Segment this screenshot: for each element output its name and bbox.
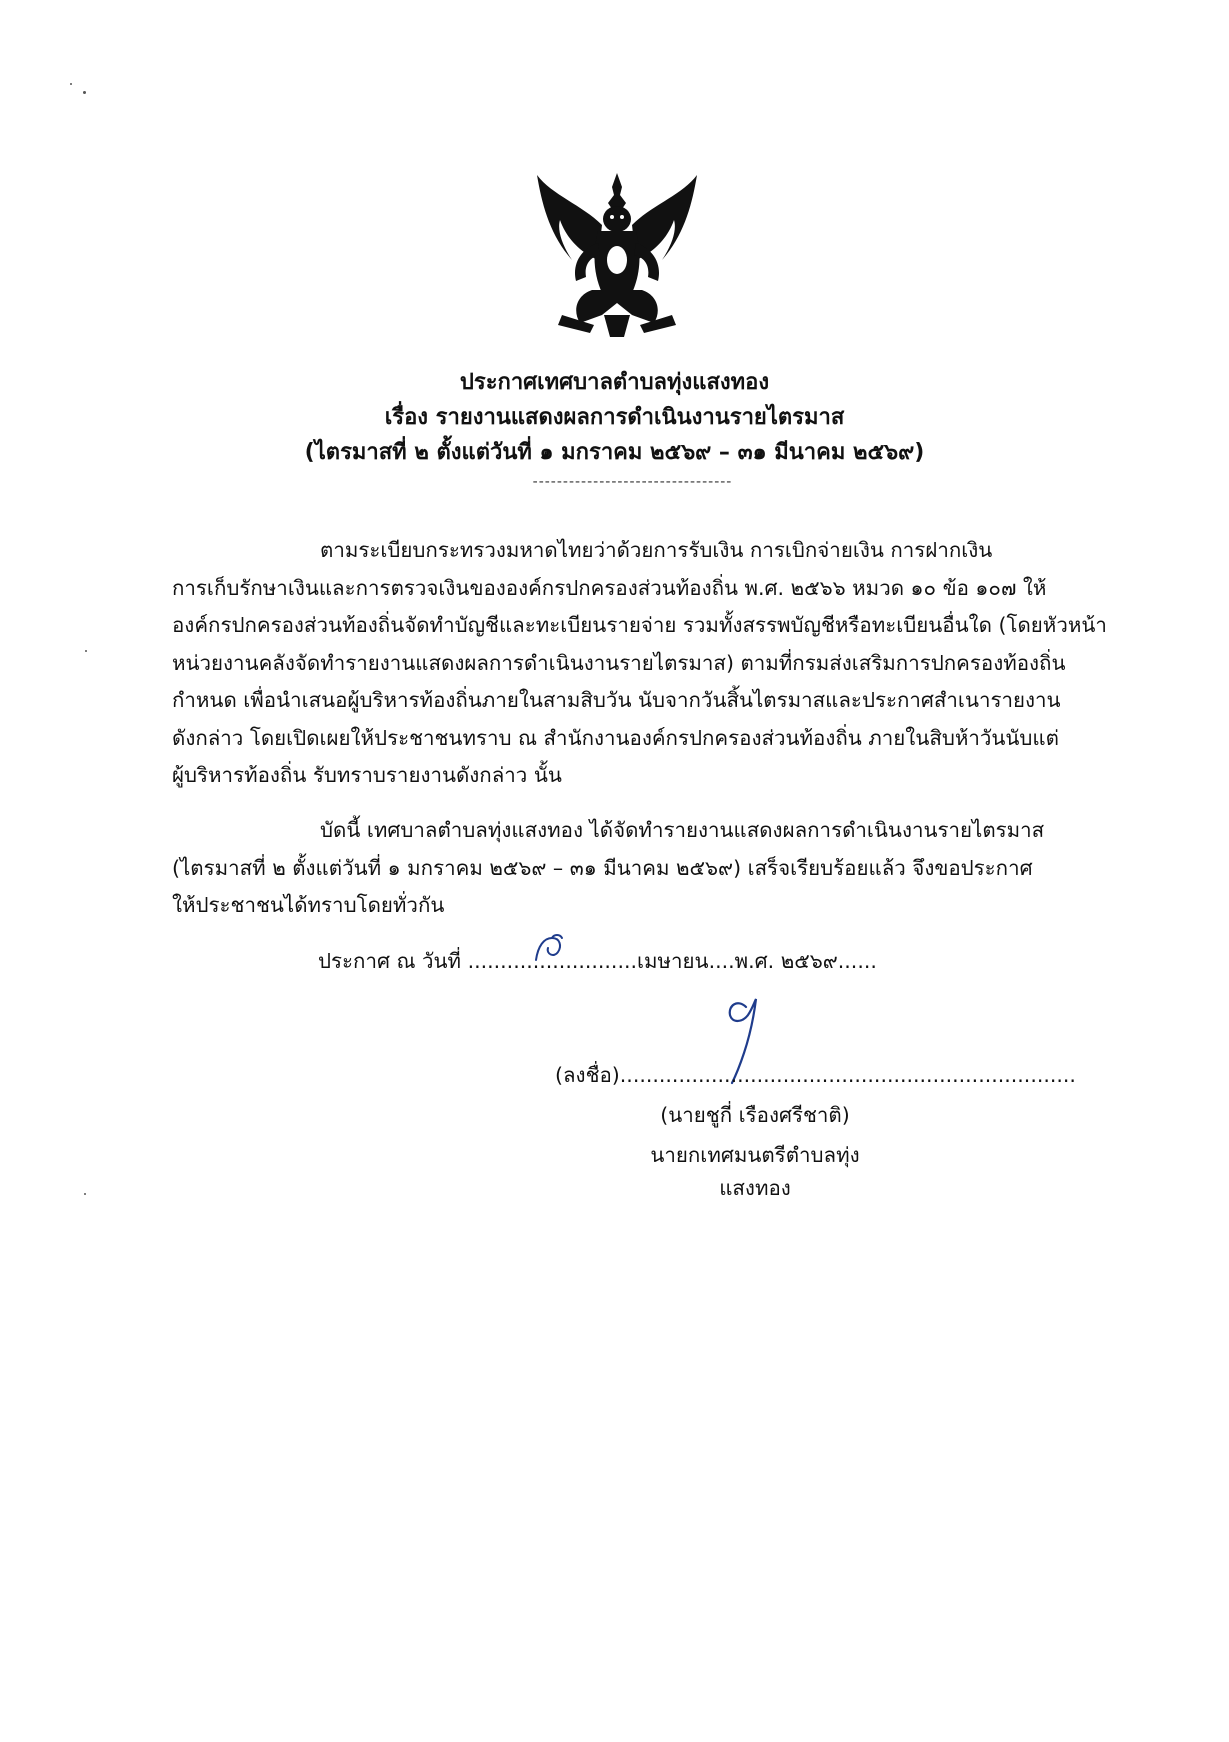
scan-speck (85, 650, 87, 652)
handwritten-day (532, 932, 568, 962)
paragraph-line: ตามระเบียบกระทรวงมหาดไทยว่าด้วยการรับเงิน การเบิกจ่ายเงิน การฝากเงิน (320, 538, 993, 562)
announcement-date-line: ประกาศ ณ วันที่ ..........................เมษายน....พ.ศ. ๒๕๖๙...... (318, 949, 877, 973)
paragraph-line: กำหนด เพื่อนำเสนอผู้บริหารท้องถิ่นภายในสามสิบวัน นับจากวันสิ้นไตรมาสและประกาศสำเนารายงาน (172, 688, 1061, 712)
announcement-period: (ไตรมาสที่ ๒ ตั้งแต่วันที่ ๑ มกราคม ๒๕๖๙ – ๓๑ มีนาคม ๒๕๖๙) (304, 440, 925, 465)
scan-speck (70, 83, 72, 85)
paragraph-line: ดังกล่าว โดยเปิดเผยให้ประชาชนทราบ ณ สำนักงานองค์กรปกครองส่วนท้องถิ่น ภายในสิบห้าวันนับแต่ (172, 725, 1059, 750)
body-paragraph-1 (172, 532, 1107, 795)
paragraph-line: การเก็บรักษาเงินและการตรวจเงินขององค์กรปกครองส่วนท้องถิ่น พ.ศ. ๒๕๖๖ หมวด ๑๐ ข้อ ๑๐๗ ให้ (172, 575, 1047, 600)
paragraph-line: ผู้บริหารท้องถิ่น รับทราบรายงานดังกล่าว นั้น (172, 763, 562, 787)
paragraph-line: หน่วยงานคลังจัดทำรายงานแสดงผลการดำเนินงานรายไตรมาส) ตามที่กรมส่งเสริมการปกครองท้องถิ่น (172, 650, 1066, 675)
signature-line: (ลงชื่อ)...................................................................... (555, 1063, 1076, 1087)
scan-speck (84, 1193, 86, 1195)
separator-line: --------------------------------- (532, 474, 733, 490)
announcement-title: ประกาศเทศบาลตำบลทุ่งแสงทอง (459, 370, 770, 395)
announcement-subject: เรื่อง รายงานแสดงผลการดำเนินงานรายไตรมาส (384, 405, 845, 430)
signatory-position: นายกเทศมนตรีตำบลทุ่งแสงทอง (650, 1143, 860, 1200)
scan-speck (83, 91, 86, 94)
paragraph-line: ให้ประชาชนได้ทราบโดยทั่วกัน (172, 893, 445, 917)
paragraph-line: (ไตรมาสที่ ๒ ตั้งแต่วันที่ ๑ มกราคม ๒๕๖๙ – ๓๑ มีนาคม ๒๕๖๙) เสร็จเรียบร้อยแล้ว จึงขอประกาศ (172, 855, 1033, 880)
paragraph-line: องค์กรปกครองส่วนท้องถิ่นจัดทำบัญชีและทะเบียนรายจ่าย รวมทั้งสรรพบัญชีหรือทะเบียนอื่นใด (โดยหัวหน้า (172, 613, 1107, 637)
garuda-emblem-icon (532, 165, 702, 340)
paragraph-line: บัดนี้ เทศบาลตำบลทุ่งแสงทอง ได้จัดทำรายงานแสดงผลการดำเนินงานรายไตรมาส (320, 818, 1045, 842)
signatory-name: (นายชูกี่ เรืองศรีชาติ) (660, 1103, 850, 1127)
body-paragraph-2 (172, 812, 1084, 925)
